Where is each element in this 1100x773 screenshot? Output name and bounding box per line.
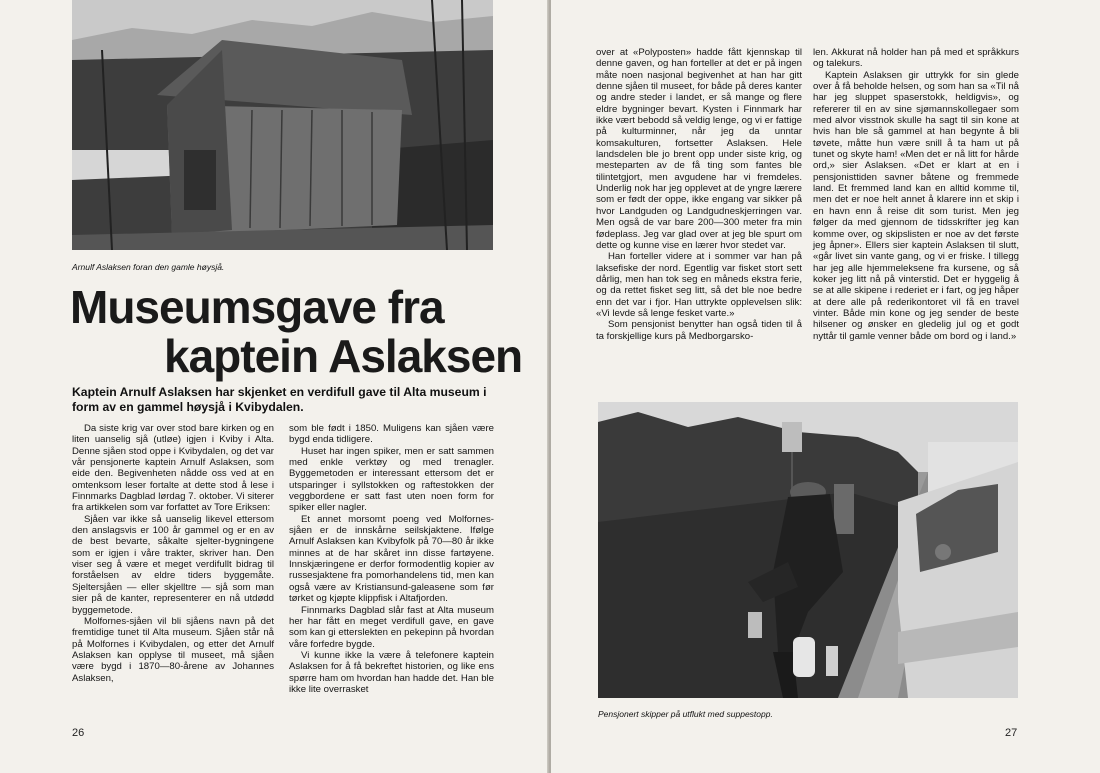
page-number-left: 26 xyxy=(72,727,85,739)
paragraph: Molfornes-sjåen vil bli sjåens navn på det fremtidige tunet til Alta museum. Sjåen står nå på Molfornes i Kvibydalen, og etter det Arnulf Aslaksen kan opplyse til museet, må sjåen være bygd i 1870—80-årene av Johannes Aslaksen, xyxy=(72,615,274,684)
lead-paragraph: Kaptein Arnulf Aslaksen har skjenket en verdifull gave til Alta museum i form av en gammel høysjå i Kvibydalen. xyxy=(72,385,487,414)
paragraph: Vi kunne ikke la være å telefonere kaptein Aslaksen for å få bekreftet historien, og like ens spørre ham om hvordan han hadde det. Han ble ikke lite overrasket xyxy=(289,649,494,695)
left-column-2 xyxy=(289,423,494,695)
paragraph: Et annet morsomt poeng ved Molfornes-sjåen er de innskårne seilskjaktene. Ifølge Arnulf Aslaksen kan Kvibyfolk på 70—80 år ikke minnes at de har skåret inn disse fartøyene. Innskjæringene er derfor formodentlig kopier av russesjaktene fra pomorhandelens tid, men kan også være av Kristiansund-galeasene som før tørket og kjøpte klippfisk i Altafjorden. xyxy=(289,513,494,605)
right-photo-caption: Pensjonert skipper på utflukt med suppestopp. xyxy=(598,709,773,719)
paragraph: Sjåen var ikke så uanselig likevel ettersom den anslagsvis er 100 år gammel og er en av de best bevarte, såkalte sjelter-bygningene som er igjen i våre trakter, skriver han. Den viser seg å være et meget verdifullt bidrag til forståelsen av eldre tiders byggemåte. Sjeltersjåen — eller skjelltre — sjå som man sier på de kanter, representerer en nå utdødd byggemetode. xyxy=(72,513,274,616)
right-column-1 xyxy=(596,47,802,342)
paragraph: over at «Polyposten» hadde fått kjennskap til denne gaven, og han forteller at det er på ingen måte noen nasjonal begivenhet at han har gitt denne sjåen til museet, for både på deres kanter og andre steder i landet, er så mange og flere eldre bygninger bevart. Kysten i Finnmark har ikke vært bebodd så veldig lenge, og vi er fattige på kulturminner, når jeg da unntar komsakulturen, fortsetter Aslaksen. Hele landsdelen ble jo brent opp under siste krig, og mesteparten av de få ting som fantes ble tilintetgjort, men avgudene har vi fremdeles. Underlig nok har jeg opplevet at de yngre lærere som er født der oppe, ikke engang var sikker på hvor Landguden og Landgudneskjerringen var. Men også de var bare 200—300 meter fra min fødeplass. Jeg var glad over at jeg ble spurt om dette og kunne vise en lærer hvor stedet var. xyxy=(596,47,802,251)
paragraph: Som pensjonist benytter han også tiden til å ta forskjellige kurs på Medborgarsko- xyxy=(596,319,802,342)
left-column-1 xyxy=(72,423,274,684)
page-number-right: 27 xyxy=(1005,727,1018,739)
paragraph: Han forteller videre at i sommer var han på laksefiske der nord. Egentlig var fisket stort sett dårlig, men han tok seg en måneds ekstra ferie, og da rettet fisket seg litt, så det ble noe bedre enn det var i fjor. Han uttrykte opplevelsen slik: «Vi levde så lenge fesket varte.» xyxy=(596,251,802,319)
paragraph: Da siste krig var over stod bare kirken og en liten uanselig sjå (utløe) igjen i Kviby i Alta. Denne sjåen stod oppe i Kvibydalen, og det var vår pensjonerte kaptein Arnulf Aslaksen, som eide den. Begivenheten nådde oss ved at en omtenksom leser fortalte at dette stod å lese i Finnmarks Dagblad lørdag 7. oktober. Vi siterer fra artikkelen som var forfattet av Tore Eriksen: xyxy=(72,423,274,514)
roadside-photo xyxy=(598,402,1018,698)
haybarn-photo xyxy=(72,0,493,250)
paragraph: som ble født i 1850. Muligens kan sjåen være bygd enda tidligere. xyxy=(289,423,494,446)
paragraph: Huset har ingen spiker, men er satt sammen med enkle verktøy og med trenagler. Byggemetoden er interessant ettersom det er utsparinger i syllstokken og raftestokken der veggbordene er satt fast uten noen form for spiker eller nagler. xyxy=(289,445,494,514)
paragraph: Finnmarks Dagblad slår fast at Alta museum her har fått en meget verdifull gave, en gave som kan gi etterslekten en pekepinn på hvordan våre forfedre bygde. xyxy=(289,604,494,650)
headline-line-2: kaptein Aslaksen xyxy=(164,330,523,382)
right-page xyxy=(551,0,1100,773)
headline-line-1: Museumsgave fra xyxy=(70,281,444,333)
right-column-2 xyxy=(813,47,1019,342)
paragraph: len. Akkurat nå holder han på med et språkkurs og talekurs. xyxy=(813,47,1019,70)
left-page xyxy=(0,0,549,773)
left-photo-caption: Arnulf Aslaksen foran den gamle høysjå. xyxy=(72,262,225,272)
paragraph: Kaptein Aslaksen gir uttrykk for sin glede over å få beholde helsen, og som han sa «Til nå har jeg sluppet spaserstokk, heldigvis», og refererer til en av sine sjømannskollegaer som med alvor visstnok skulle ha sagt til sin kone at hvis han ble så gammel at han begynte å bli tøvete, måtte hun være snill å ta ham ut på tunet og skyte ham! «Men det er nå litt for hårde ord,» sier Aslaksen. «Det er klart at en i pensjonisttiden savner båtene og fremmede land. Et fremmed land kan en alltid komme til, men det er noe helt annet å klarere inn et skip i en havn enn å reise dit som turist. Men jeg følger da med gjennom de tidsskrifter jeg kan komme over, og skipslisten er noe av det første jeg åpner». Ellers sier kaptein Aslaksen til slutt, «går livet sin vante gang, og vi er friske. I tillegg har jeg alle hjemmeleksene fra kursene, og så koker jeg litt nå på vinterstid. Det er hyggelig å se at alle skipene i rederiet er i fart, og jeg håper at dere alle på rederikontoret vil få en travel vinter. Både min kone og jeg sender de beste hilsener og ønsker en gledelig jul og et godt nyttår til gamle venner både om bord og i land.» xyxy=(813,69,1019,342)
